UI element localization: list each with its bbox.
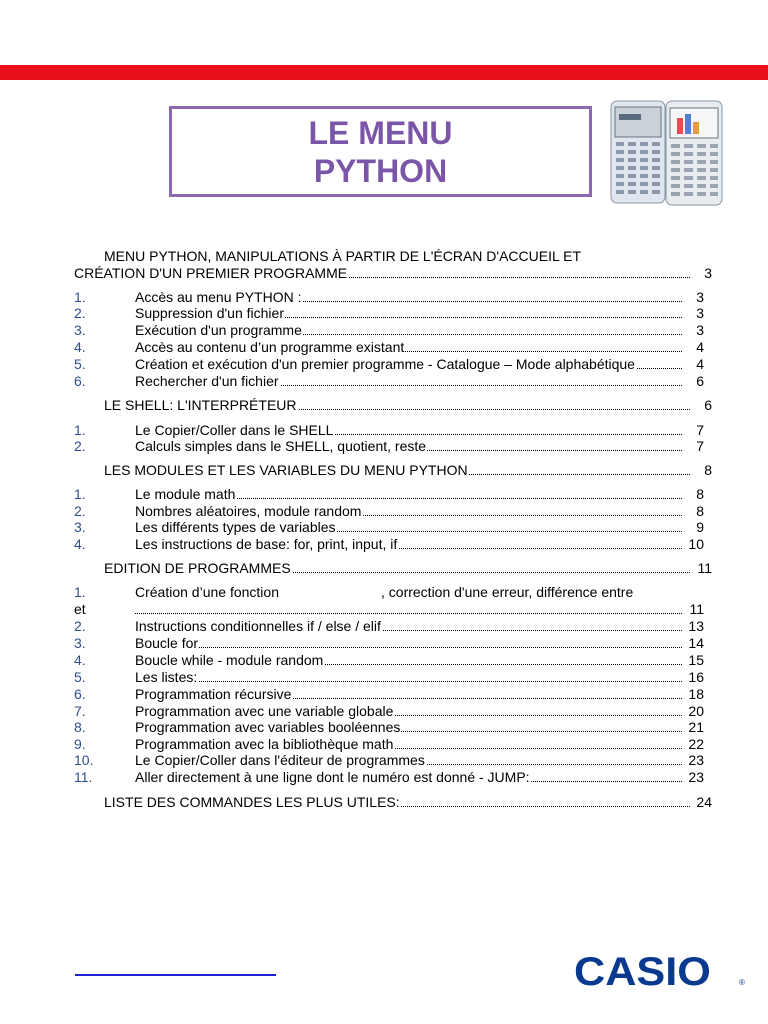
toc-item[interactable] xyxy=(135,289,704,306)
toc-item-number: 4. xyxy=(74,652,86,668)
toc-item[interactable] xyxy=(135,305,704,322)
toc-item-number: 5. xyxy=(74,669,86,685)
registered-mark: ® xyxy=(739,978,745,987)
toc-page-number: 4 xyxy=(696,339,704,355)
toc-item-number: 11. xyxy=(74,769,93,785)
toc-section-2-heading[interactable] xyxy=(104,397,712,414)
toc-heading-text: EDITION DE PROGRAMMES xyxy=(104,560,291,576)
toc-item[interactable] xyxy=(135,752,704,769)
dot-leader xyxy=(135,613,682,614)
toc-item[interactable] xyxy=(135,373,704,390)
toc-item-text-part-a: Création d’une fonction xyxy=(135,584,279,600)
toc-page-number: 3 xyxy=(696,305,704,321)
toc-page-number: 21 xyxy=(688,719,704,735)
toc-item-text: Les listes: xyxy=(135,669,198,685)
toc-heading-text: LES MODULES ET LES VARIABLES DU MENU PYTHON xyxy=(104,462,468,478)
toc-item-text: Aller directement à une ligne dont le numéro est donné - JUMP: xyxy=(135,769,530,785)
toc-item-number: 2. xyxy=(74,438,86,454)
toc-section-1-heading[interactable] xyxy=(74,265,712,282)
toc-item-number: 8. xyxy=(74,719,86,735)
toc-section-5-heading[interactable] xyxy=(104,794,712,811)
toc-item-number: 2. xyxy=(74,503,86,519)
toc-item-text: Les différents types de variables xyxy=(135,519,336,535)
toc-page-number: 3 xyxy=(696,289,704,305)
dot-leader xyxy=(135,647,682,648)
toc-page-number: 3 xyxy=(704,265,712,281)
toc-page-number: 6 xyxy=(696,373,704,389)
toc-item-text: Les instructions de base: for, print, input, if xyxy=(135,536,398,552)
toc-item[interactable] xyxy=(135,322,704,339)
toc-item-text: Rechercher d'un fichier xyxy=(135,373,279,389)
toc-page-number: 13 xyxy=(688,618,704,634)
toc-page-number: 7 xyxy=(696,438,704,454)
toc-page-number: 4 xyxy=(696,356,704,372)
toc-heading-text: LISTE DES COMMANDES LES PLUS UTILES: xyxy=(104,794,400,810)
toc-item-number: 4. xyxy=(74,339,86,355)
footer-link-underline[interactable] xyxy=(75,974,276,976)
toc-section-3-heading[interactable] xyxy=(104,462,712,479)
toc-item-number: 4. xyxy=(74,536,86,552)
toc-item[interactable] xyxy=(135,422,704,439)
toc-page-number: 9 xyxy=(696,519,704,535)
toc-item-number: 3. xyxy=(74,635,86,651)
header-red-bar xyxy=(0,65,768,80)
toc-page-number: 6 xyxy=(704,397,712,413)
toc-item[interactable] xyxy=(135,686,704,703)
toc-page-number: 24 xyxy=(696,794,712,810)
dot-leader xyxy=(135,681,682,682)
toc-item-number: 1. xyxy=(74,289,86,305)
toc-item-text: Le Copier/Coller dans l'éditeur de programmes xyxy=(135,752,425,768)
toc-item-number: 1. xyxy=(74,422,86,438)
title-box xyxy=(169,106,592,197)
toc-item-text: Instructions conditionnelles if / else / elif xyxy=(135,618,381,634)
toc-item-number: 9. xyxy=(74,736,86,752)
toc-item-number: 2. xyxy=(74,305,86,321)
toc-item-text: Le module math xyxy=(135,486,236,502)
toc-item[interactable] xyxy=(135,652,704,669)
casio-logo: CASIO xyxy=(574,950,711,994)
toc-page-number: 11 xyxy=(689,601,704,617)
calculator-1-image xyxy=(610,100,666,204)
toc-item-text: Nombres aléatoires, module random xyxy=(135,503,362,519)
toc-page-number: 8 xyxy=(704,462,712,478)
toc-page-number: 23 xyxy=(688,769,704,785)
toc-item[interactable] xyxy=(135,438,704,455)
toc-item-text: Accès au contenu d’un programme existant xyxy=(135,339,405,355)
toc-item-text: Création et exécution d'un premier programme - Catalogue – Mode alphabétique xyxy=(135,356,635,372)
toc-item-text-part-b: , correction d'une erreur, différence entre xyxy=(381,584,634,600)
toc-page-number: 14 xyxy=(688,635,704,651)
toc-item[interactable] xyxy=(135,719,704,736)
toc-section-1-heading-part1: MENU PYTHON, MANIPULATIONS À PARTIR DE L'ÉCRAN D'ACCUEIL ET xyxy=(104,248,582,264)
toc-item-number: 1. xyxy=(74,486,86,502)
toc-item[interactable] xyxy=(135,356,704,373)
toc-item[interactable] xyxy=(135,486,704,503)
toc-item-text: Programmation récursive xyxy=(135,686,292,702)
toc-item-text: Le Copier/Coller dans le SHELL xyxy=(135,422,334,438)
toc-item-number: 3. xyxy=(74,322,86,338)
title-line-2: PYTHON xyxy=(313,152,448,189)
toc-item-text: Boucle while - module random xyxy=(135,652,324,668)
toc-item-text: Accès au menu PYTHON : xyxy=(135,289,302,305)
toc-page-number: 8 xyxy=(696,503,704,519)
toc-item-number: 6. xyxy=(74,686,86,702)
toc-page-number: 22 xyxy=(688,736,704,752)
toc-item-number: 6. xyxy=(74,373,86,389)
toc-heading-text: LE SHELL: L'INTERPRÉTEUR xyxy=(104,397,297,413)
toc-item[interactable] xyxy=(135,536,704,553)
toc-section-4-heading[interactable] xyxy=(104,560,712,577)
toc-item-text: Suppression d'un fichier xyxy=(135,305,284,321)
toc-item-number: 3. xyxy=(74,519,86,535)
toc-item[interactable] xyxy=(135,669,704,686)
toc-item-text: Exécution d'un programme xyxy=(135,322,302,338)
toc-item[interactable] xyxy=(135,601,704,618)
toc-item[interactable] xyxy=(135,769,704,786)
toc-item[interactable] xyxy=(135,736,704,753)
toc-page-number: 3 xyxy=(696,322,704,338)
toc-item-number: 5. xyxy=(74,356,86,372)
toc-item[interactable] xyxy=(135,703,704,720)
toc-item-text: Programmation avec une variable globale xyxy=(135,703,394,719)
toc-item-number: 7. xyxy=(74,703,86,719)
title-line-1: LE MENU xyxy=(308,114,453,151)
toc-page-number: 11 xyxy=(697,560,712,576)
toc-item-number: 10. xyxy=(74,752,94,768)
toc-item[interactable] xyxy=(135,339,704,356)
toc-page-number: 15 xyxy=(688,652,704,668)
toc-item-number: 2. xyxy=(74,618,86,634)
toc-item-text: Programmation avec variables booléennes xyxy=(135,719,401,735)
toc-page-number: 20 xyxy=(688,703,704,719)
toc-page-number: 8 xyxy=(696,486,704,502)
toc-page-number: 18 xyxy=(688,686,704,702)
toc-page-number: 10 xyxy=(688,536,704,552)
toc-item[interactable] xyxy=(135,618,704,635)
toc-page-number: 23 xyxy=(688,752,704,768)
toc-heading-text: CRÉATION D'UN PREMIER PROGRAMME xyxy=(74,265,348,281)
toc-item-text: Calculs simples dans le SHELL, quotient, reste xyxy=(135,438,427,454)
toc-item[interactable] xyxy=(135,635,704,652)
toc-item[interactable] xyxy=(135,519,704,536)
toc-item-text: Programmation avec la bibliothèque math xyxy=(135,736,394,752)
calculator-2-image xyxy=(665,100,723,206)
toc-item[interactable] xyxy=(135,503,704,520)
toc-page-number: 16 xyxy=(688,669,704,685)
toc-item-text-continuation: et xyxy=(74,601,86,617)
toc-item-number: 1. xyxy=(74,584,86,600)
toc-page-number: 7 xyxy=(696,422,704,438)
toc-item-text: Boucle for xyxy=(135,635,199,651)
